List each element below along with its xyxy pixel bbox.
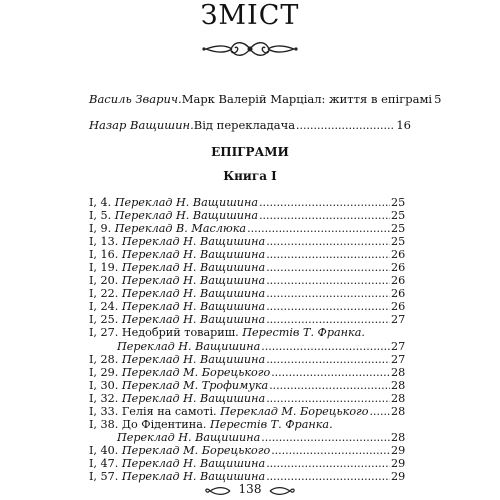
toc-list: [89, 196, 406, 483]
leader-dots: [266, 287, 390, 300]
toc-entry[interactable]: [89, 274, 406, 288]
toc-entry[interactable]: [89, 352, 406, 366]
intro-text: Від перекладача: [193, 118, 296, 132]
leader-dots: [271, 366, 390, 379]
page-number: 138: [238, 482, 262, 496]
leader-dots: [269, 379, 390, 392]
entry-number: I, 22.: [89, 287, 122, 301]
toc-entry[interactable]: [89, 391, 406, 405]
toc-entry[interactable]: [89, 404, 406, 418]
entry-credit: Переклад Н. Ващишина: [114, 196, 259, 209]
page-ref: 29: [391, 443, 406, 457]
page-ref: 28: [391, 430, 406, 444]
entry-credit: Перестів Т. Франка.: [210, 417, 333, 431]
leader-dots: [266, 274, 390, 287]
page-ref: 5: [434, 92, 442, 106]
entry-number: I, 29.: [89, 365, 122, 379]
flourish-ornament-icon: [200, 38, 300, 60]
entry-credit: Переклад Н. Ващишина: [121, 469, 266, 483]
page-ref: 25: [391, 209, 406, 223]
page-ref: 28: [391, 391, 406, 405]
entry-number: I, 38.: [89, 417, 122, 431]
entry-title: До Фідентина.: [121, 417, 210, 431]
leader-dots: [259, 196, 390, 209]
page-ref: 27: [391, 339, 406, 353]
leader-dots: [266, 392, 390, 405]
entry-credit: Переклад Н. Ващишина: [121, 248, 266, 262]
page-ref: 25: [391, 235, 406, 249]
page-ref: 26: [391, 287, 406, 301]
leader-dots: [259, 209, 390, 222]
entry-number: I, 47.: [89, 456, 122, 470]
toc-entry[interactable]: [89, 222, 406, 236]
entry-title: Гелія на самоті.: [121, 404, 221, 418]
entry-title: Недобрий товариш.: [121, 326, 243, 340]
toc-entry[interactable]: [89, 196, 406, 209]
leader-dots: [266, 313, 390, 326]
entry-credit: Переклад Н. Ващишина: [121, 313, 266, 327]
entry-credit: Переклад М. Борецького: [121, 443, 271, 457]
entry-number: I, 19.: [89, 261, 122, 275]
entry-credit: Переклад Н. Ващишина: [121, 456, 266, 470]
entry-number: I, 5.: [89, 209, 115, 223]
toc-entry[interactable]: [89, 209, 406, 223]
page-title: ЗМІСТ: [200, 0, 300, 31]
page-ref: 16: [396, 118, 411, 132]
leader-dots: [271, 444, 390, 457]
toc-entry[interactable]: [89, 287, 406, 301]
entry-number: I, 13.: [89, 235, 122, 249]
entry-credit: Переклад М. Борецького: [121, 365, 271, 379]
page-ref: 26: [391, 274, 406, 288]
entry-credit: Переклад М. Борецького: [220, 404, 369, 418]
leader-dots: [266, 353, 390, 366]
entry-credit: Переклад Н. Ващишина: [121, 300, 266, 314]
entry-number: I, 27.: [89, 326, 122, 340]
entry-credit: Переклад Н. Ващишина: [117, 339, 261, 353]
leader-dots: [369, 405, 390, 418]
toc-entry[interactable]: [89, 248, 406, 262]
page-ref: 28: [391, 378, 406, 392]
intro-entry[interactable]: [89, 92, 442, 107]
entry-credit: Переклад Н. Ващишина: [121, 352, 266, 366]
page-ref: 26: [391, 300, 406, 314]
intro-author: Назар Ващишин.: [89, 118, 194, 132]
entry-credit: Переклад Н. Ващишина: [121, 261, 266, 275]
page-ref: 28: [391, 365, 406, 379]
entry-credit: Переклад Н. Ващишина: [121, 235, 266, 249]
entry-credit: Переклад Н. Ващишина: [121, 287, 266, 301]
entry-credit: Переклад Н. Ващишина: [114, 209, 259, 223]
page-ref: 26: [391, 248, 406, 262]
toc-entry[interactable]: [89, 456, 406, 470]
section-heading: ЕПІГРАМИ: [211, 145, 289, 159]
entry-number: I, 57.: [89, 469, 122, 483]
entry-credit: Перестів Т. Франка.: [242, 326, 365, 340]
toc-entry[interactable]: [89, 443, 406, 457]
leader-dots: [266, 457, 390, 470]
toc-entry[interactable]: [89, 365, 406, 379]
entry-credit: Переклад В. Маслюка: [114, 222, 247, 236]
page-ref: 25: [391, 196, 406, 209]
entry-number: I, 4.: [89, 196, 115, 209]
toc-entry[interactable]: [89, 261, 406, 275]
leader-dots: [266, 261, 390, 274]
entry-number: I, 33.: [89, 404, 122, 418]
page-ref: 28: [391, 404, 406, 418]
toc-entry[interactable]: [89, 378, 406, 392]
page-ref: 26: [391, 261, 406, 275]
entry-number: I, 16.: [89, 248, 122, 262]
intro-author: Василь Зварич.: [89, 92, 182, 106]
entry-number: I, 30.: [89, 378, 122, 392]
page-ref: 27: [391, 352, 406, 366]
entry-credit: Переклад Н. Ващишина: [121, 391, 266, 405]
entry-number: I, 20.: [89, 274, 122, 288]
entry-number: I, 40.: [89, 443, 122, 457]
entry-number: I, 24.: [89, 300, 122, 314]
entry-number: I, 28.: [89, 352, 122, 366]
entry-credit: Переклад Н. Ващишина: [121, 274, 266, 288]
toc-entry[interactable]: [89, 300, 406, 314]
book-heading: Книга I: [223, 169, 277, 183]
page-ref: 25: [391, 222, 406, 236]
toc-entry[interactable]: [89, 313, 406, 327]
entry-number: I, 32.: [89, 391, 122, 405]
entry-number: I, 25.: [89, 313, 122, 327]
page-ref: 27: [391, 313, 406, 327]
page-ref: 29: [391, 456, 406, 470]
toc-entry[interactable]: [89, 235, 406, 249]
toc-entry[interactable]: [89, 418, 403, 431]
leader-dots: [261, 340, 390, 353]
leader-dots: [296, 118, 395, 133]
entry-credit: Переклад Н. Ващишина: [117, 430, 261, 444]
leader-dots: [261, 431, 390, 444]
intro-text: Марк Валерій Марціал: життя в епіграмі: [181, 92, 433, 106]
leader-dots: [266, 248, 390, 261]
leader-dots: [266, 300, 390, 313]
entry-credit: Переклад М. Трофимука: [121, 378, 269, 392]
toc-entry[interactable]: [89, 430, 406, 444]
entry-number: I, 9.: [89, 222, 115, 236]
intro-entry[interactable]: [89, 118, 411, 133]
leader-dots: [266, 235, 390, 248]
toc-entry[interactable]: [89, 339, 406, 353]
page-ref: 29: [391, 469, 406, 483]
toc-entry[interactable]: [89, 326, 403, 339]
leader-dots: [247, 222, 390, 235]
